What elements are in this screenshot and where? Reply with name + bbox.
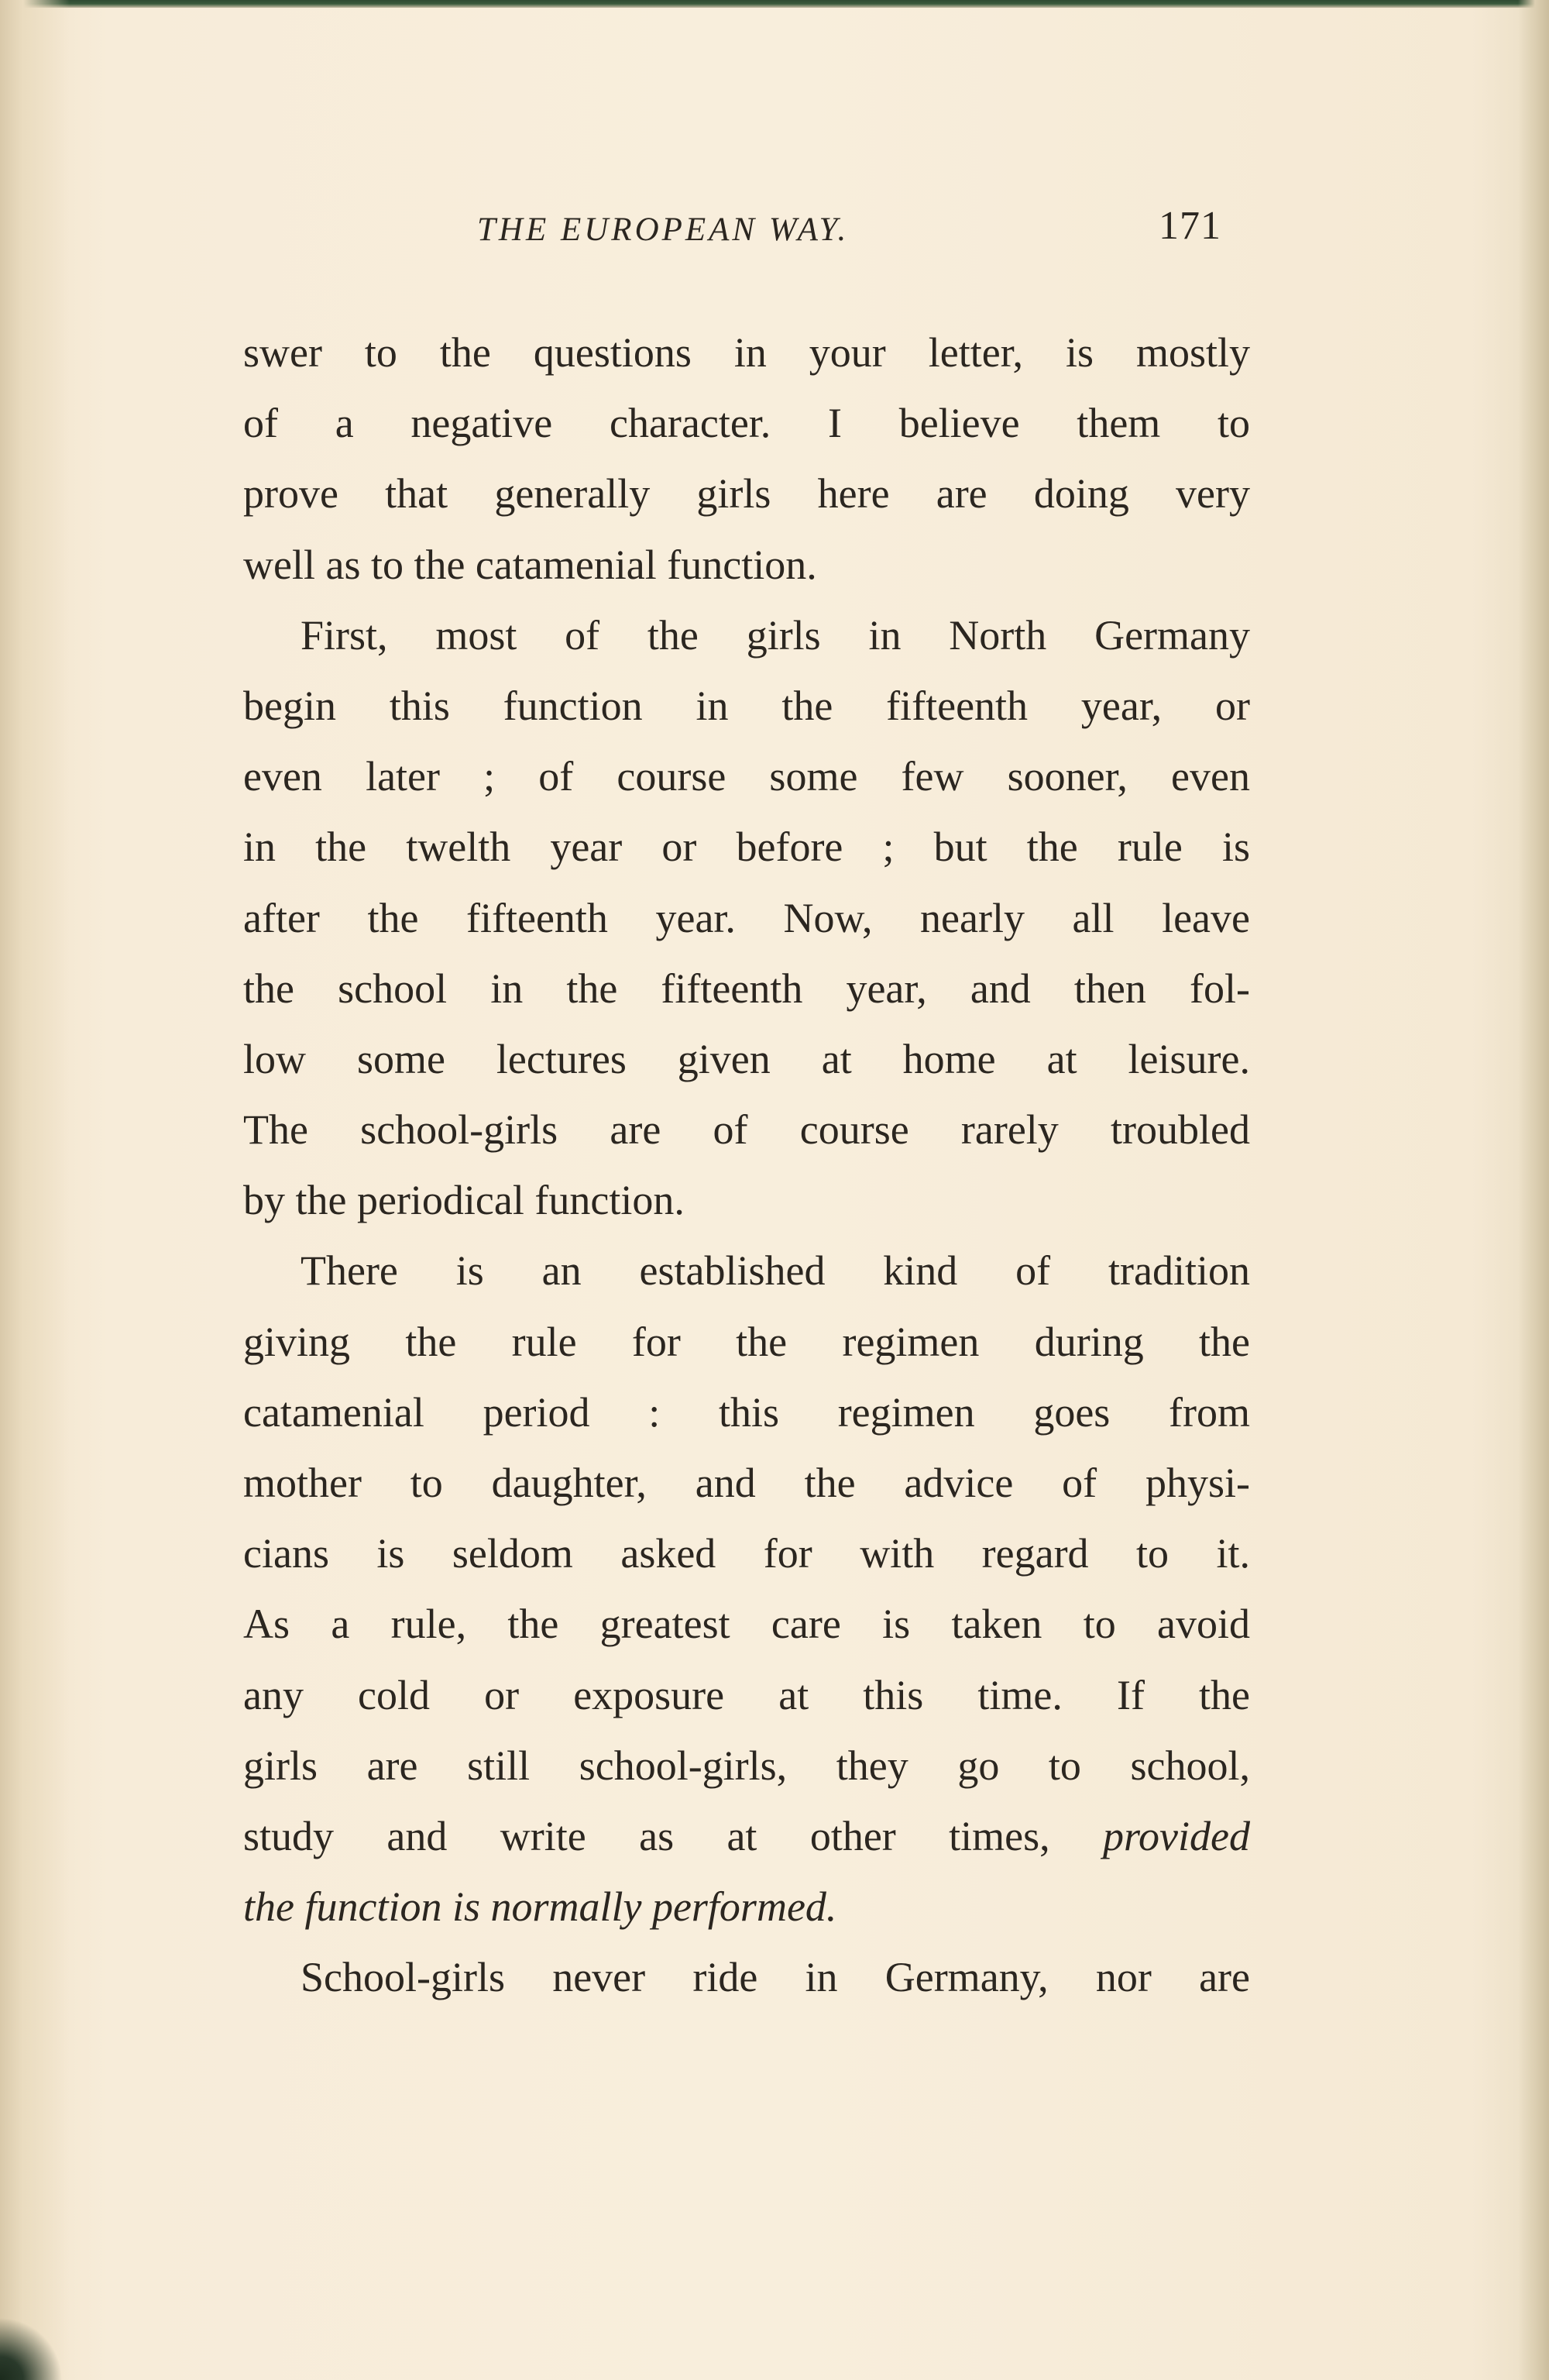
text-line: giving the rule for the regimen during the	[243, 1318, 1250, 1365]
page-number: 171	[1159, 204, 1221, 248]
running-head	[0, 203, 1549, 265]
top-binding-edge	[0, 0, 1549, 8]
text-line: low some lectures given at home at leisure.	[243, 1035, 1250, 1082]
text-line: even later ; of course some few sooner, even	[243, 753, 1250, 800]
spine-shadow	[0, 0, 70, 2380]
text-line: after the fifteenth year. Now, nearly all leave	[243, 894, 1250, 941]
text-line: mother to daughter, and the advice of physi-	[243, 1460, 1250, 1506]
page-right-edge	[1518, 0, 1549, 2380]
text-line: by the periodical function.	[243, 1177, 685, 1224]
body-text	[243, 318, 1250, 2014]
italic-text-line: the function is normally performed.	[243, 1883, 837, 1931]
binding-corner	[0, 2310, 62, 2380]
text-line: The school-girls are of course rarely troubled	[243, 1106, 1250, 1154]
text-line: any cold or exposure at this time. If the	[243, 1671, 1250, 1718]
text-segment: study and write as at other times,	[243, 1812, 1050, 1859]
text-line: cians is seldom asked for with regard to it.	[243, 1530, 1250, 1577]
text-line: There is an established kind of tradition	[301, 1247, 1250, 1295]
text-line: prove that generally girls here are doing very	[243, 470, 1250, 518]
text-line: School-girls never ride in Germany, nor are	[301, 1954, 1250, 2001]
text-line: girls are still school-girls, they go to school,	[243, 1742, 1250, 1789]
text-line: As a rule, the greatest care is taken to avoid	[243, 1601, 1250, 1648]
text-line: swer to the questions in your letter, is mostly	[243, 329, 1250, 376]
text-line: First, most of the girls in North Germany	[301, 611, 1250, 659]
text-line-mixed	[243, 1801, 1250, 1872]
text-line: the school in the fifteenth year, and then fol-	[243, 965, 1250, 1012]
text-line: in the twelth year or before ; but the rule is	[243, 824, 1250, 871]
text-line: well as to the catamenial function.	[243, 541, 817, 588]
running-title: THE EUROPEAN WAY.	[477, 212, 850, 248]
text-line: of a negative character. I believe them to	[243, 400, 1250, 447]
italic-text: provided	[1103, 1812, 1250, 1859]
text-line: begin this function in the fifteenth year, or	[243, 682, 1250, 729]
text-line: catamenial period : this regimen goes from	[243, 1388, 1250, 1436]
